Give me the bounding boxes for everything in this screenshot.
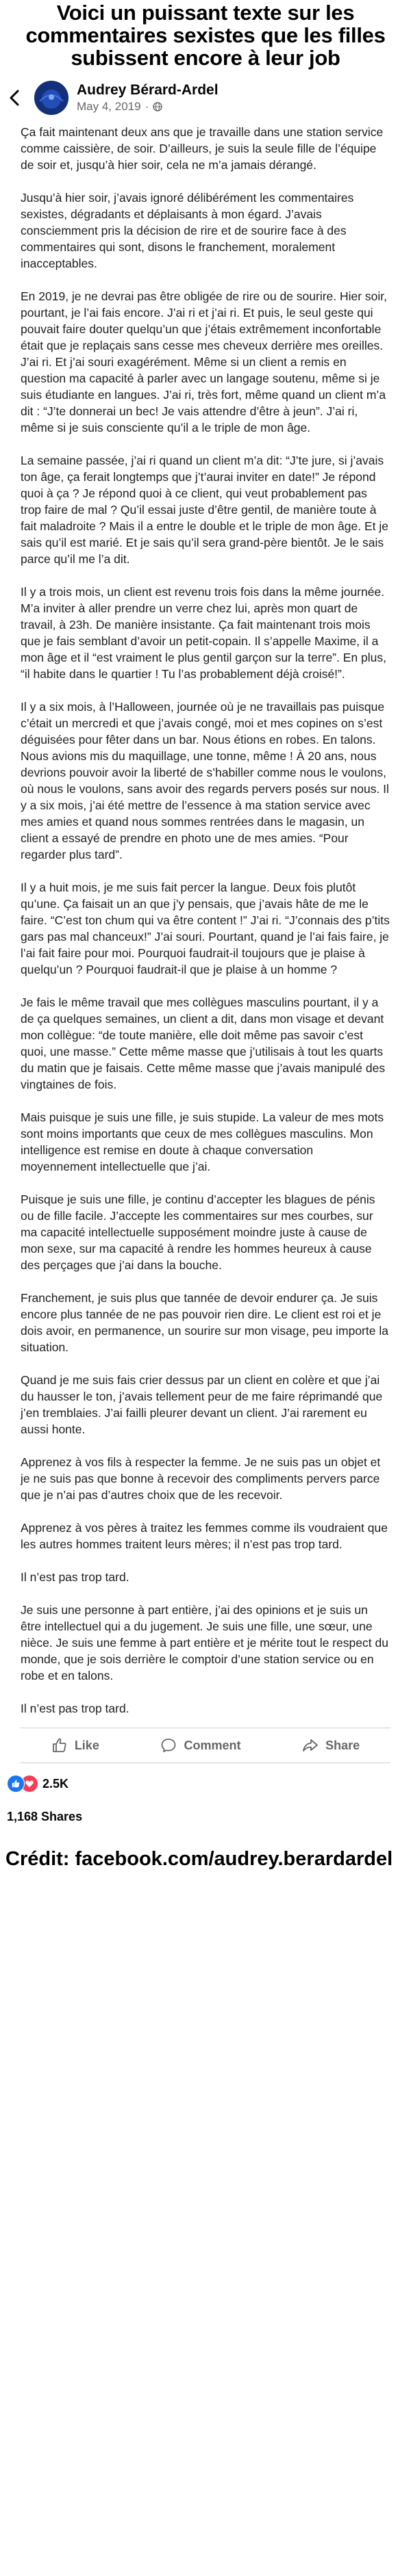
reactions-summary[interactable] xyxy=(0,1763,411,1797)
share-label: Share xyxy=(325,1738,360,1752)
like-label: Like xyxy=(74,1738,99,1752)
comment-icon xyxy=(160,1737,177,1754)
reaction-icons xyxy=(7,1775,40,1793)
facebook-post xyxy=(0,69,411,1833)
share-icon xyxy=(302,1737,319,1754)
post-paragraph: Puisque je suis une fille, je continu d’accepter les blagues de pénis ou de fille facile. J’accepte les commentaires sur mes courbes, sur ma capacité intellectuelle supposément moindre juste à cause de mon sexe, sur ma capacité à rendre les hommes heureux à cause des perçages que j’ai dans la bouche. xyxy=(21,1193,375,1272)
post-paragraph: Il y a huit mois, je me suis fait percer la langue. Deux fois plutôt qu’une. Ça faisait un an que j’y pensais, que j’avais hâte de me le faire. “C’est ton chum qui va être content !” J’ai ri. “J’connais des p’tits gars pas mal chanceux!” J’ai souri. Pourtant, quand je l’ai fais faire, je l’ai fait faire pour moi. Pourquoi faudrait-il toujours que je plaise à quelqu’un ? Pourquoi faudrait-il que je plaise à un homme ? xyxy=(21,881,390,976)
post-header xyxy=(0,69,411,120)
post-actions-bar xyxy=(21,1728,390,1763)
post-paragraph: Mais puisque je suis une fille, je suis stupide. La valeur de mes mots sont moins importants que ceux de mes collègues masculins. Mon intelligence est remise en doute à chaque conversation moyennement intellectuelle que j’ai. xyxy=(21,1110,384,1173)
article-headline: Voici un puissant texte sur les commentaires sexistes que les filles subissent encore à leur job xyxy=(25,1,386,70)
post-paragraph: Ça fait maintenant deux ans que je travaille dans une station service comme caissière, de soir. D’ailleurs, je suis la seule fille de l’équipe de soir et, jusqu’à hier soir, cela ne m’a jamais dérangé. xyxy=(21,125,384,172)
avatar-image xyxy=(34,81,68,115)
post-date[interactable]: May 4, 2019 xyxy=(77,100,141,113)
post-paragraph: Je suis une personne à part entière, j’ai des opinions et je suis un être intellectuel qui a du jugement. Je suis une fille, une sœur, une nièce. Je suis une femme à part entière et je mérite tout le respect du monde, que je sois derrière le comptoir d’une station service ou en robe et en talons. xyxy=(21,1603,388,1682)
post-paragraph: Franchement, je suis plus que tannée de devoir endurer ça. Je suis encore plus tannée de ne pas pouvoir rien dire. Le client est roi et je dois avoir, en permanence, un sourire sur mon visage, peu importe la situation. xyxy=(21,1291,388,1354)
reactions-count: 2.5K xyxy=(42,1776,69,1791)
post-paragraph: Il y a trois mois, un client est revenu trois fois dans la même journée. M’a inviter à aller prendre un verre chez lui, après mon quart de travail, à 23h. De manière insistante. Ça fait maintenant trois mois que je fais semblant d’avoir un petit-copain. Il s’appelle Maxime, il a mon âge et il “est vraiment le plus gentil garçon sur la terre”. En plus, “il habite dans le quartier ! Tu l’as probablement déjà croisé!”. xyxy=(21,585,386,681)
post-paragraph: Il n’est pas trop tard. xyxy=(21,1570,129,1584)
back-button[interactable] xyxy=(10,84,27,112)
post-meta xyxy=(77,81,219,114)
post-paragraph: Il y a six mois, à l’Halloween, journée où je ne travaillais pas puisque c’était un mercredi et que j’avais congé, moi et mes copines on s’est déguisées pour fêter dans un bar. Nous étions en robes. En talons. Nous avions mis du maquillage, une tonne, même ! À 20 ans, nous devrions pouvoir avoir la liberté de s’habiller comme nous le voulons, où nous le voulons, sans avoir des regards pervers posés sur nous. Il y a six mois, j’ai été mettre de l’essence à ma station service avec mes amies et quand nous sommes rentrées dans le magasin, un client a essayé de prendre en photo une de mes amies. “Pour regarder plus tard”. xyxy=(21,700,389,861)
globe-icon xyxy=(153,102,162,112)
like-reaction-icon xyxy=(7,1775,25,1793)
date-separator: · xyxy=(145,100,149,113)
comment-label: Comment xyxy=(184,1738,241,1752)
post-paragraph: Apprenez à vos pères à traitez les femmes comme ils voudraient que les autres hommes traitent leurs mères; il n’est pas trop tard. xyxy=(21,1521,388,1551)
post-date-row xyxy=(77,99,219,114)
post-paragraph: Il n’est pas trop tard. xyxy=(21,1702,129,1715)
author-name[interactable]: Audrey Bérard-Ardel xyxy=(77,82,219,98)
post-paragraph: La semaine passée, j’ai ri quand un client m’a dit: “J’te jure, si j’avais ton âge, ça ferait longtemps que j’t’aurai inviter en date!” Je répond quoi à ça ? Je répond quoi à ce client, qui veut probablement pas trop faire de mal ? Qu’il essai juste d’être gentil, de manière toute à fait maladroite ? Mais il a entre le double et le triple de mon âge. Et je sais qu’il est marié. Et je sais qu’il sera grand-père bientôt. Je le sais parce qu’il me l’a dit. xyxy=(21,454,388,566)
share-button[interactable] xyxy=(302,1737,360,1754)
post-paragraph: Quand je me suis fais crier dessus par un client en colère et que j’ai du hausser le ton, j’avais tellement peur de me faire réprimandé que j’en tremblaies. J’ai failli pleurer devant un client. J’ai rarement eu aussi honte. xyxy=(21,1373,383,1436)
avatar[interactable] xyxy=(34,81,68,115)
credit-text: Crédit: facebook.com/audrey.berardardel xyxy=(5,1848,393,1870)
post-paragraph: Je fais le même travail que mes collègues masculins pourtant, il y a de ça quelques semaines, un client a dit, dans mon visage et devant mon collègue: “de toute manière, elle doit même pas savoir c’est quoi, une masse.” Cette même masse que j’utilisais à tout les quarts du matin que je faisais. Cette même masse que j’avais manipulé des vingtaines de fois. xyxy=(21,996,386,1091)
thumbs-up-icon xyxy=(51,1737,68,1754)
post-paragraph: Apprenez à vos fils à respecter la femme. Je ne suis pas un objet et je ne suis pas que bonne à recevoir des compliments pervers parce que je n’ai pas d’autres choix que de les recevoir. xyxy=(21,1455,381,1502)
comment-button[interactable] xyxy=(160,1737,240,1754)
post-paragraph: Jusqu’à hier soir, j’avais ignoré délibérément les commentaires sexistes, dégradants et déplaisants à mon égard. J’avais consciemment pris la décision de rire et de sourire face à des commentaires qui sont, disons le franchement, moralement inacceptables. xyxy=(21,191,354,270)
like-button[interactable] xyxy=(51,1737,99,1754)
post-body xyxy=(0,120,411,1717)
shares-count[interactable]: 1,168 Shares xyxy=(7,1810,83,1823)
post-paragraph: En 2019, je ne devrai pas être obligée de rire ou de sourire. Hier soir, pourtant, je l’ai fais encore. J’ai ri et j’ai ri. Et puis, le seul geste qui pouvait faire douter quelqu’un que j’étais extrêmement inconfortable était que je replaçais sans cesse mes cheveux derrière mes oreilles. J’ai ri. Et j’ai souri exagérément. Même si un client a remis en question ma capacité à parler avec un langage soutenu, même si je suis étudiante en langues. J’ai ri, très fort, même quand un client m’a dit : “J’te donnerai un bec! Je vais attendre d’être à jeun”. J’ai ri, même si je suis consciente qu’il a le triple de mon âge. xyxy=(21,289,388,434)
chevron-left-icon xyxy=(10,90,19,106)
